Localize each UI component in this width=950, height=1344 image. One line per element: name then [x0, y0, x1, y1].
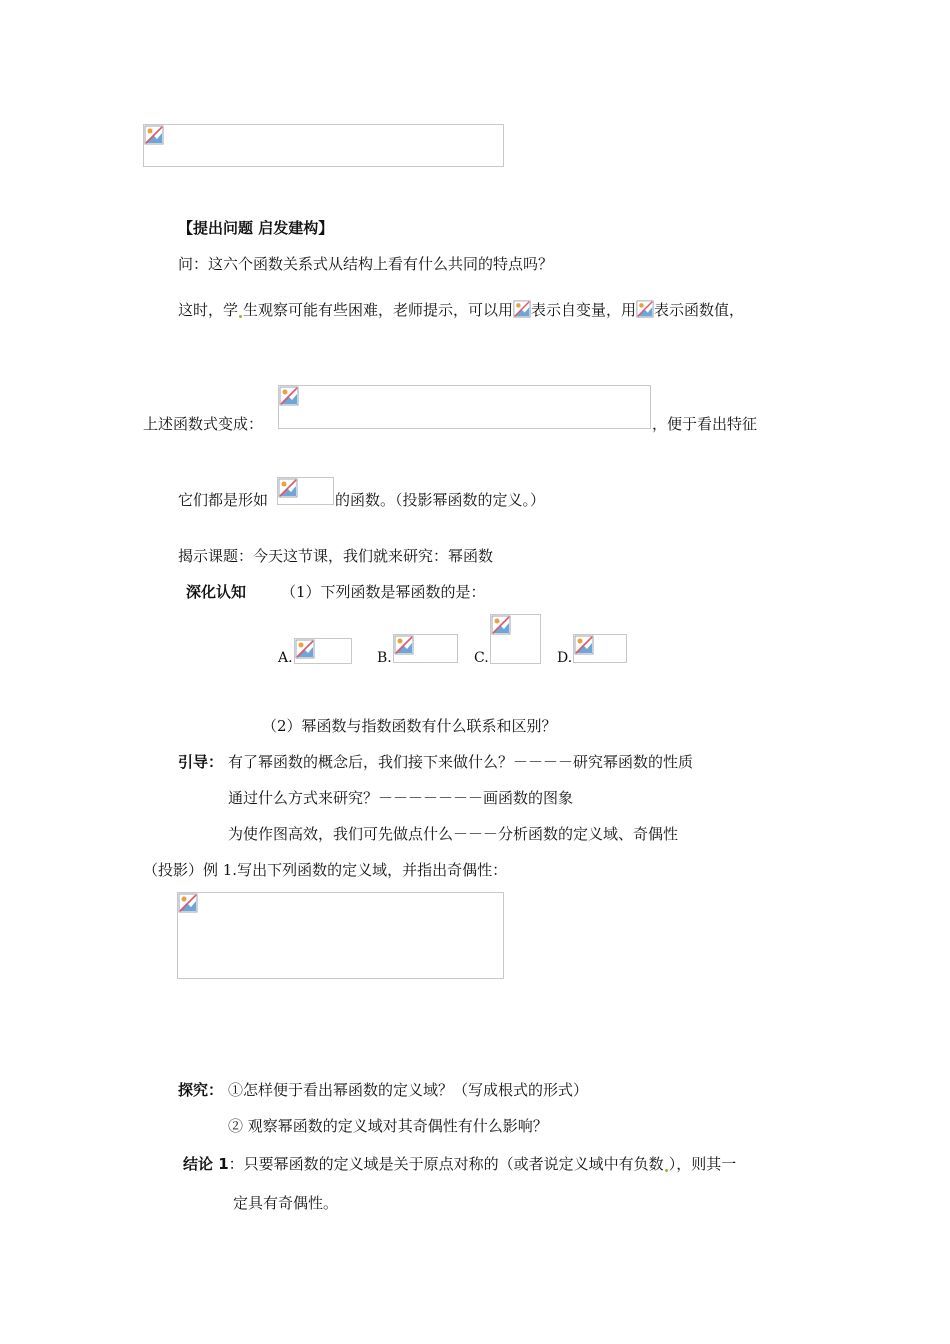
explore-label: 探究：	[178, 1081, 224, 1099]
conclusion-line-1	[183, 1154, 736, 1174]
conclusion-line-2: 定具有奇偶性。	[233, 1194, 339, 1212]
broken-image-icon	[295, 639, 315, 659]
option-c-image[interactable]	[490, 614, 541, 664]
broken-image-icon	[394, 635, 414, 655]
option-a-label: A.	[278, 650, 293, 666]
broken-image-icon	[491, 615, 511, 635]
formula-image-transform	[278, 385, 651, 429]
option-d-label: D.	[557, 650, 573, 666]
hint-paragraph	[178, 300, 744, 320]
transform-before: 上述函数式变成：	[143, 415, 264, 433]
explore-line-2: ② 观察幂函数的定义域对其奇偶性有什么影响？	[228, 1117, 548, 1135]
hint-text-4: 表示函数值，	[654, 301, 745, 319]
hint-text-3: 表示自变量，用	[531, 301, 637, 319]
formula-image-top	[143, 124, 504, 167]
formula-image-example	[177, 892, 504, 979]
hint-text-2: 生观察可能有些困难，老师提示，可以用	[243, 301, 514, 319]
option-c-label: C.	[474, 650, 489, 666]
topic-line: 揭示课题：今天这节课，我们就来研究：幂函数	[178, 547, 494, 565]
deepen-question: （1）下列函数是幂函数的是：	[281, 583, 486, 601]
conclusion-text-1: ：只要幂函数的定义域是关于原点对称的（或者说定义域中有负数	[228, 1155, 664, 1173]
broken-image-icon	[636, 300, 654, 318]
option-b-image[interactable]	[393, 634, 458, 663]
option-b-label: B.	[377, 650, 392, 666]
example-1: （投影）例 1.写出下列函数的定义域，并指出奇偶性：	[143, 861, 508, 879]
form-before: 它们都是形如	[178, 491, 269, 509]
marker-dot	[239, 315, 242, 318]
question-2: （2）幂函数与指数函数有什么联系和区别？	[262, 717, 557, 735]
broken-image-icon	[144, 125, 164, 145]
option-a-image[interactable]	[294, 638, 352, 664]
explore-line-1: ①怎样便于看出幂函数的定义域？（写成根式的形式）	[228, 1081, 589, 1099]
form-after: 的函数。（投影幂函数的定义。）	[335, 491, 546, 509]
deepen-label: 深化认知	[186, 583, 247, 601]
hint-text-1: 这时，学	[178, 301, 239, 319]
conclusion-label: 结论 1	[183, 1155, 229, 1173]
question-1: 问：这六个函数关系式从结构上看有什么共同的特点吗？	[178, 255, 554, 273]
guide-line-1: 有了幂函数的概念后，我们接下来做什么？－－－－研究幂函数的性质	[228, 753, 694, 771]
formula-image-form	[277, 477, 334, 505]
marker-dot	[665, 1169, 668, 1172]
broken-image-icon	[178, 893, 198, 913]
broken-image-icon	[513, 300, 531, 318]
option-d-image[interactable]	[573, 634, 627, 663]
transform-after: ，便于看出特征	[652, 415, 758, 433]
guide-line-2: 通过什么方式来研究？－－－－－－－画函数的图象	[228, 789, 574, 807]
broken-image-icon	[279, 386, 299, 406]
broken-image-icon	[278, 478, 298, 498]
section-heading: 【提出问题 启发建构】	[178, 219, 334, 237]
broken-image-icon	[574, 635, 594, 655]
guide-line-3: 为使作图高效，我们可先做点什么－－－分析函数的定义域、奇偶性	[228, 825, 679, 843]
guide-label: 引导：	[178, 753, 224, 771]
conclusion-text-2: ），则其一	[668, 1155, 737, 1173]
